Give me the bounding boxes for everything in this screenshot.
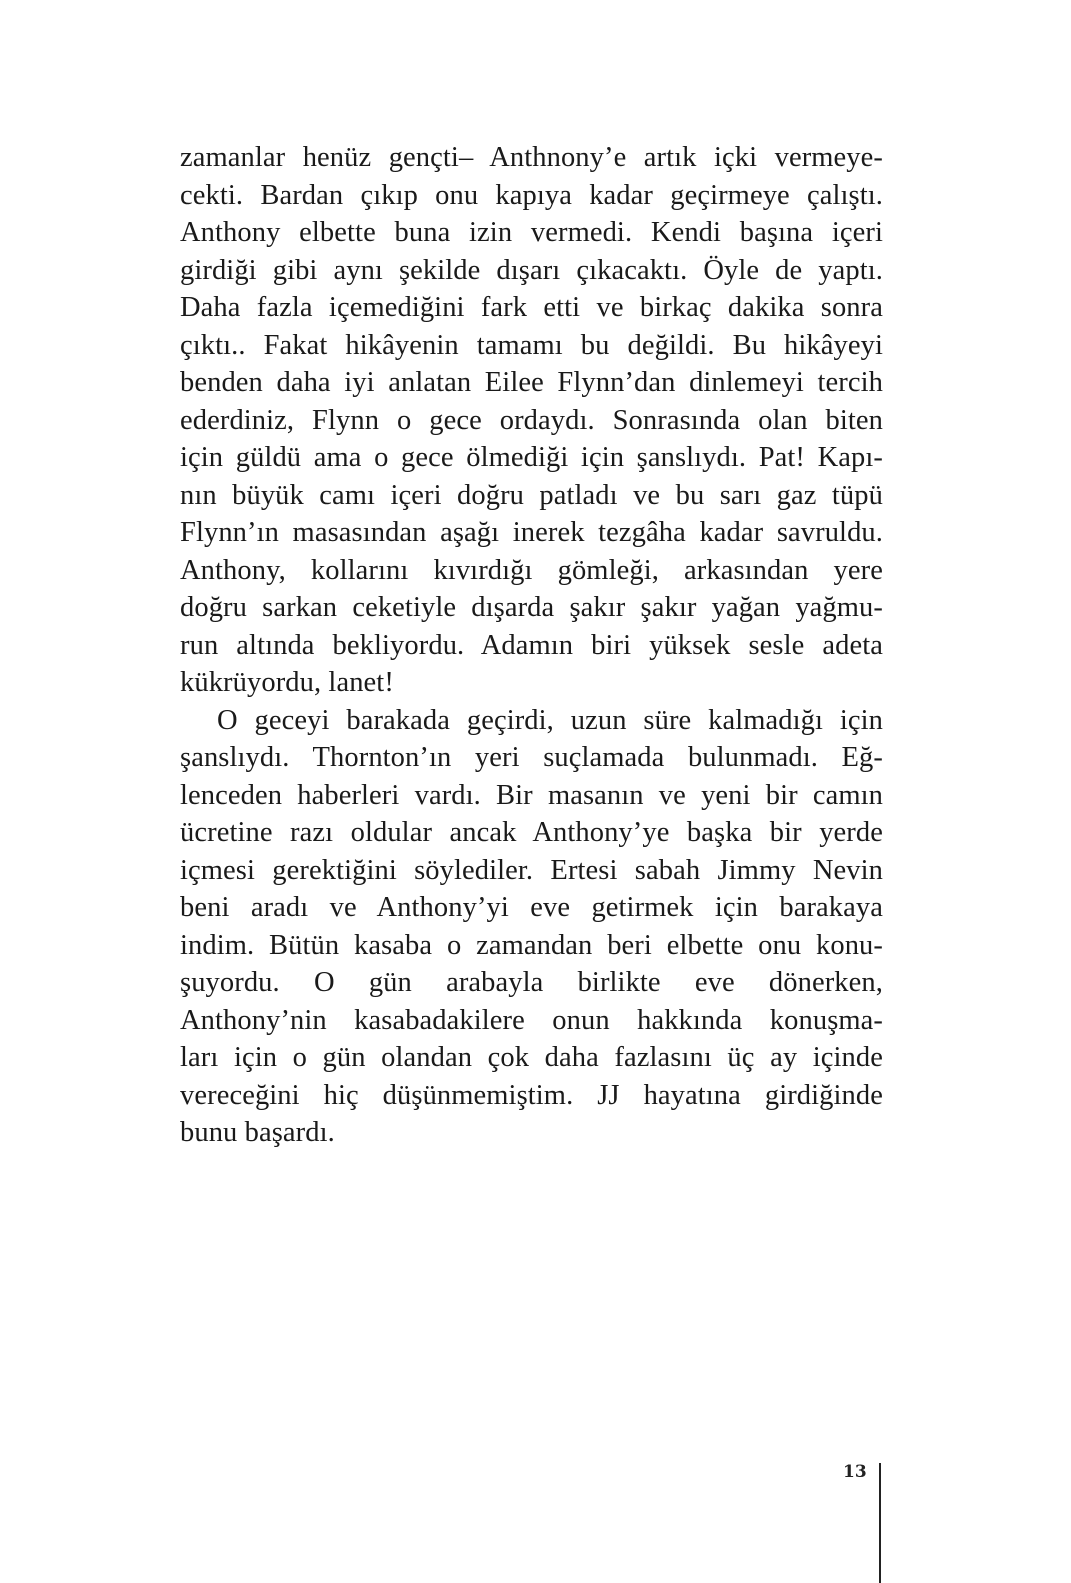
text-line: bunu başardı. (180, 1117, 335, 1148)
text-line: şanslıydı. Thornton’ın yeri suçlamada bulunmadı. Eğ- (180, 742, 883, 773)
text-line: benden daha iyi anlatan Eilee Flynn’dan dinlemeyi tercih (180, 367, 883, 398)
paragraph-1 (180, 139, 883, 702)
text-line: lenceden haberleri vardı. Bir masanın ve yeni bir camın (180, 779, 883, 811)
text-line: Flynn’ın masasından aşağı inerek tezgâha kadar savruldu. (180, 517, 883, 548)
text-line: zamanlar henüz gençti– Anthnony’e artık içki vermeye- (180, 142, 883, 173)
text-line: doğru sarkan ceketiyle dışarda şakır şakır yağan yağmu- (180, 592, 883, 623)
text-line: Anthony, kollarını kıvırdığı gömleği, arkasından yere (180, 554, 883, 586)
body-text (180, 139, 883, 1152)
text-line: ücretine razı oldular ancak Anthony’ye başka bir yerde (180, 817, 883, 848)
text-line: için güldü ama o gece ölmediği için şanslıydı. Pat! Kapı- (180, 442, 883, 473)
paragraph-2 (180, 702, 883, 1152)
text-line: Daha fazla içemediğini fark etti ve birkaç dakika sonra (180, 292, 883, 323)
text-line: indim. Bütün kasaba o zamandan beri elbette onu konu- (180, 929, 883, 961)
text-line: O geceyi barakada geçirdi, uzun süre kalmadığı için (217, 704, 883, 736)
text-line: içmesi gerektiğini söylediler. Ertesi sabah Jimmy Nevin (180, 854, 883, 886)
text-line: ları için o gün olandan çok daha fazlasını üç ay içinde (180, 1042, 883, 1073)
text-line: cekti. Bardan çıkıp onu kapıya kadar geçirmeye çalıştı. (180, 179, 883, 211)
text-line: ederdiniz, Flynn o gece ordaydı. Sonrasında olan biten (180, 404, 883, 436)
text-line: şuyordu. O gün arabayla birlikte eve dönerken, (180, 967, 883, 998)
text-line: run altında bekliyordu. Adamın biri yüksek sesle adeta (180, 629, 883, 661)
text-line: girdiği gibi aynı şekilde dışarı çıkacaktı. Öyle de yaptı. (180, 254, 883, 286)
text-line: çıktı.. Fakat hikâyenin tamamı bu değildi. Bu hikâyeyi (180, 329, 883, 361)
text-line: beni aradı ve Anthony’yi eve getirmek için barakaya (180, 892, 883, 923)
text-line: vereceğini hiç düşünmemiştim. JJ hayatına girdiğinde (180, 1079, 883, 1111)
text-line: Anthony’nin kasabadakilere onun hakkında konuşma- (180, 1004, 883, 1036)
margin-rule (879, 1463, 881, 1583)
page-number: 13 (843, 1462, 867, 1482)
text-line: Anthony elbette buna izin vermedi. Kendi başına içeri (180, 217, 883, 248)
text-line: kükrüyordu, lanet! (180, 667, 394, 698)
text-line: nın büyük camı içeri doğru patladı ve bu sarı gaz tüpü (180, 479, 883, 511)
